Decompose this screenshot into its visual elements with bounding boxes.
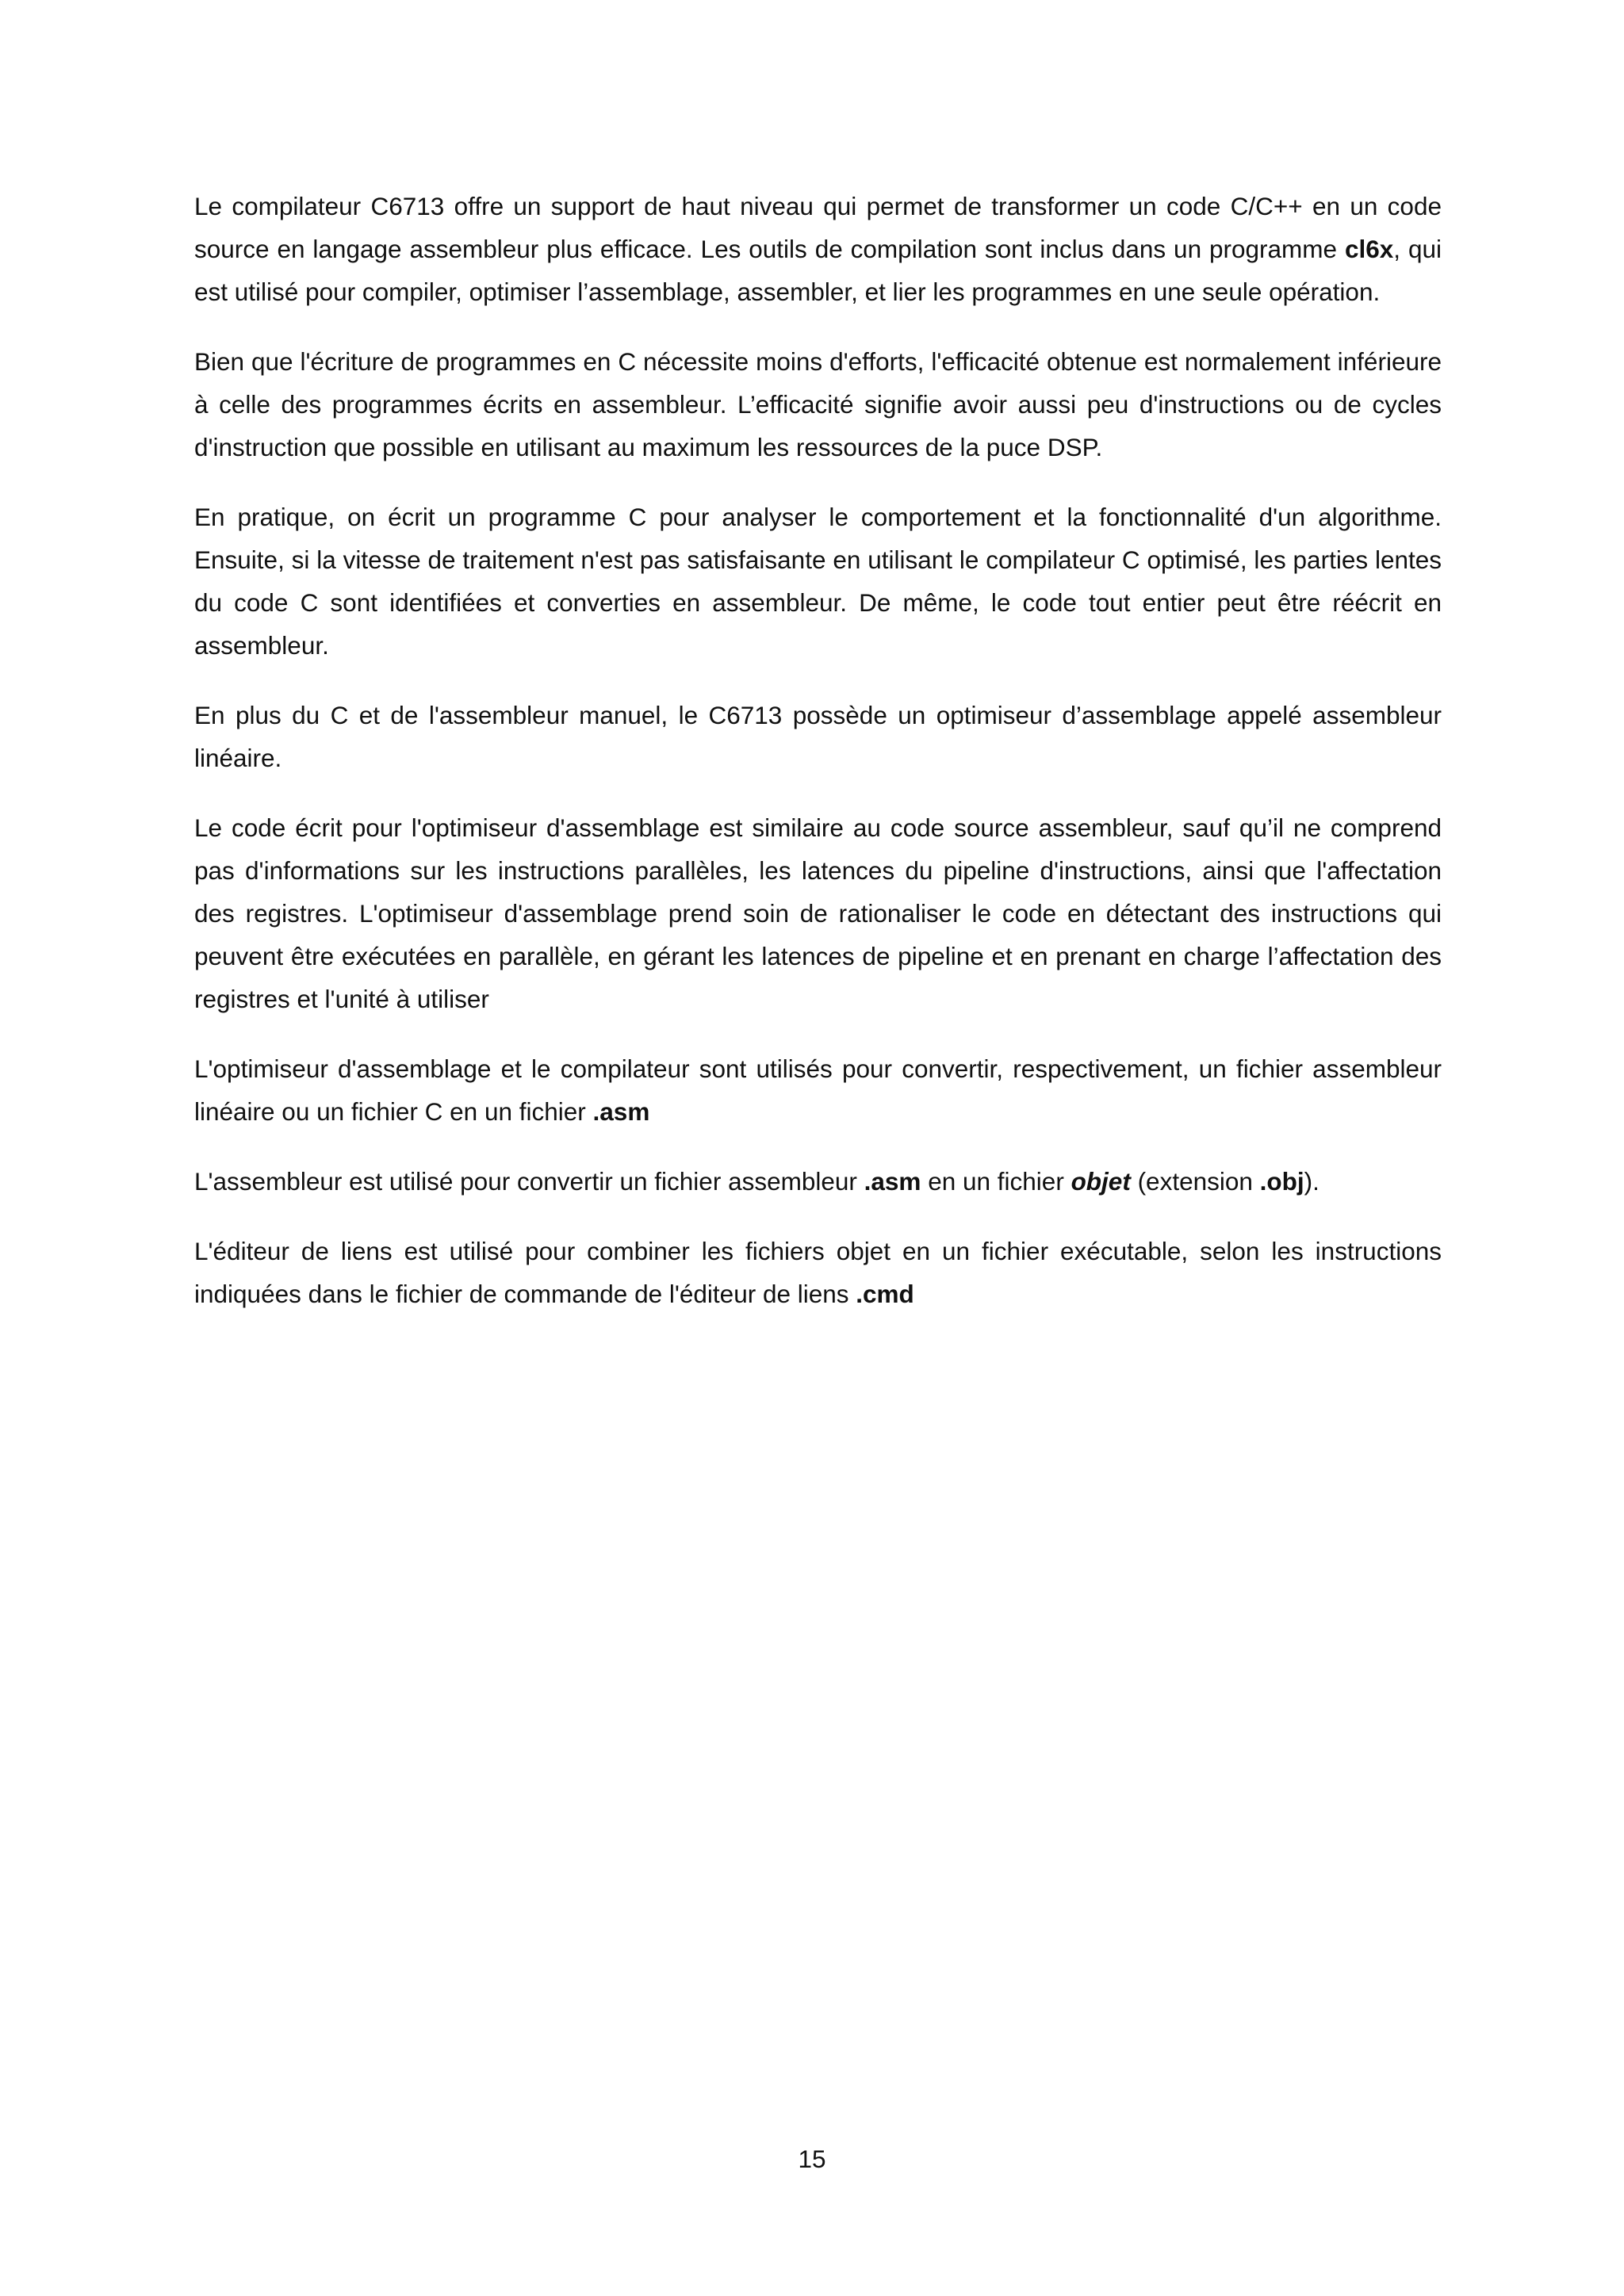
paragraph-text: (extension bbox=[1130, 1167, 1260, 1196]
paragraph-text: L'optimiseur d'assemblage et le compilateur sont utilisés pour convertir, respectivement, un fichier assembleur linéaire ou un fichier C en un fichier bbox=[194, 1054, 1442, 1126]
paragraph bbox=[194, 1047, 1442, 1133]
paragraph-text: L'assembleur est utilisé pour convertir un fichier assembleur bbox=[194, 1167, 864, 1196]
bold-text: .cmd bbox=[856, 1280, 914, 1308]
bold-text: .asm bbox=[864, 1167, 921, 1196]
page-number: 15 bbox=[798, 2145, 826, 2173]
paragraph bbox=[194, 340, 1442, 469]
paragraph bbox=[194, 1230, 1442, 1315]
bold-text: .obj bbox=[1259, 1167, 1304, 1196]
paragraph bbox=[194, 1160, 1442, 1203]
paragraph bbox=[194, 806, 1442, 1020]
paragraph-text: en un fichier bbox=[921, 1167, 1071, 1196]
bold-italic-text: objet bbox=[1071, 1167, 1131, 1196]
paragraph-text: , qui est utilisé pour compiler, optimiser l’assemblage, assembler, et lier les programmes en une seule opération. bbox=[194, 235, 1442, 306]
document-body bbox=[194, 185, 1442, 1342]
paragraph-text: Le compilateur C6713 offre un support de haut niveau qui permet de transformer un code C/C++ en un code source en langage assembleur plus efficace. Les outils de compilation sont inclus dans un programme bbox=[194, 192, 1442, 263]
paragraph-text: En pratique, on écrit un programme C pour analyser le comportement et la fonctionnalité d'un algorithme. Ensuite, si la vitesse de traitement n'est pas satisfaisante en utilisant le compilateur C optimisé, les parties lentes du code C sont identifiées et converties en assembleur. De même, le code tout entier peut être réécrit en assembleur. bbox=[194, 503, 1442, 660]
paragraph bbox=[194, 496, 1442, 667]
paragraph-text: L'éditeur de liens est utilisé pour combiner les fichiers objet en un fichier exécutable, selon les instructions indiquées dans le fichier de commande de l'éditeur de liens bbox=[194, 1237, 1442, 1308]
paragraph-text: En plus du C et de l'assembleur manuel, le C6713 possède un optimiseur d’assemblage appelé assembleur linéaire. bbox=[194, 701, 1442, 772]
bold-text: .asm bbox=[592, 1097, 650, 1126]
paragraph bbox=[194, 185, 1442, 313]
paragraph-text: ). bbox=[1304, 1167, 1320, 1196]
paragraph bbox=[194, 694, 1442, 779]
paragraph-text: Bien que l'écriture de programmes en C nécessite moins d'efforts, l'efficacité obtenue est normalement inférieure à celle des programmes écrits en assembleur. L’efficacité signifie avoir aussi peu d'instructions ou de cycles d'instruction que possible en utilisant au maximum les ressources de la puce DSP. bbox=[194, 347, 1442, 461]
bold-text: cl6x bbox=[1344, 235, 1394, 263]
paragraph-text: Le code écrit pour l'optimiseur d'assemblage est similaire au code source assembleur, sauf qu’il ne comprend pas d'informations sur les instructions parallèles, les latences du pipeline d'instructions, ainsi que l'affectation des registres. L'optimiseur d'assemblage prend soin de rationaliser le code en détectant des instructions qui peuvent être exécutées en parallèle, en gérant les latences de pipeline et en prenant en charge l’affectation des registres et l'unité à utiliser bbox=[194, 813, 1442, 1013]
